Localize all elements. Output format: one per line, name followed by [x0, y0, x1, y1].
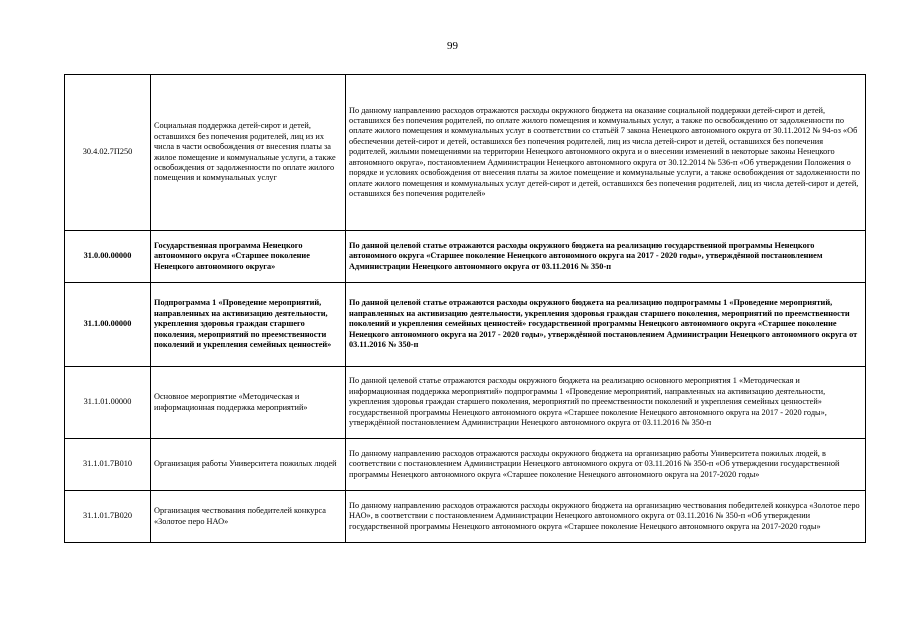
- budget-classification-table: [64, 74, 866, 543]
- code-cell: 31.1.00.00000: [65, 283, 151, 367]
- table-row: [65, 491, 866, 543]
- description-cell: По данной целевой статье отражаются расходы окружного бюджета на реализацию основного мероприятия 1 «Методическая и информационная поддержка мероприятий» подпрограммы 1 «Проведение мероприятий, направленных на активизацию деятельности, укрепления здоровья граждан старшего поколения, мероприятий по преемственности поколений и укрепления семейных ценностей» государственной программы Ненецкого автономного округа «Старшее поколение Ненецкого автономного округа на 2017 - 2020 годы», утверждённой постановлением Администрации Ненецкого автономного округа от 03.11.2016 № 350-п: [346, 367, 866, 439]
- table-row: [65, 367, 866, 439]
- name-cell: Основное мероприятие «Методическая и информационная поддержка мероприятий»: [151, 367, 346, 439]
- description-cell: По данной целевой статье отражаются расходы окружного бюджета на реализацию государственной программы Ненецкого автономного округа «Старшее поколение Ненецкого автономного округа на 2017 - 2020 годы», утверждённой постановлением Администрации Ненецкого автономного округа от 03.11.2016 № 350-п: [346, 231, 866, 283]
- description-cell: По данной целевой статье отражаются расходы окружного бюджета на реализацию подпрограммы 1 «Проведение мероприятий, направленных на активизацию деятельности, укрепления здоровья граждан старшего поколения, мероприятий по преемственности поколений и укрепления семейных ценностей» государственной программы Ненецкого автономного округа «Старшее поколение Ненецкого автономного округа на 2017 - 2020 годы», утверждённой постановлением Администрации Ненецкого автономного округа от 03.11.2016 № 350-п: [346, 283, 866, 367]
- description-cell: По данному направлению расходов отражаются расходы окружного бюджета на организацию работы Университета пожилых людей, в соответствии с постановлением Администрации Ненецкого автономного округа от 03.11.2016 № 350-п «Об утверждении государственной программы Ненецкого автономного округа «Старшее поколение Ненецкого автономного округа на 2017-2020 годы»: [346, 439, 866, 491]
- description-cell: По данному направлению расходов отражаются расходы окружного бюджета на оказание социальной поддержки детей-сирот и детей, оставшихся без попечения родителей, по оплате жилого помещения и коммунальных услуг, а также по освобождению от задолженности по оплате жилого помещения и коммунальных услуг в соответствии со статьёй 7 закона Ненецкого автономного округа от 30.11.2012 № 94-оз «Об обеспечении детей-сирот и детей, оставшихся без попечения родителей, лиц из числа детей-сирот и детей, оставшихся без попечения родителей, жилыми помещениями на территории Ненецкого автономного округа и о внесении изменений в некоторые законы Ненецкого автономного округа», постановлением Администрации Ненецкого автономного округа от 30.12.2014 № 536-п «Об утверждении Положения о порядке и условиях освобождения от внесения платы за жилое помещение и коммунальные услуги, а также освобождения от задолженности по оплате жилого помещения и коммунальных услуг детей-сирот и детей, оставшихся без попечения родителей, лиц из числа детей-сирот и детей, оставшихся без попечения родителей»: [346, 75, 866, 231]
- name-cell: Организация работы Университета пожилых людей: [151, 439, 346, 491]
- name-cell: Подпрограмма 1 «Проведение мероприятий, направленных на активизацию деятельности, укрепления здоровья граждан старшего поколения, мероприятий по преемственности поколений и укрепления семейных ценностей»: [151, 283, 346, 367]
- code-cell: 31.1.01.00000: [65, 367, 151, 439]
- code-cell: 31.0.00.00000: [65, 231, 151, 283]
- code-cell: 30.4.02.7П250: [65, 75, 151, 231]
- table-row: [65, 439, 866, 491]
- name-cell: Организация чествования победителей конкурса «Золотое перо НАО»: [151, 491, 346, 543]
- code-cell: 31.1.01.7В020: [65, 491, 151, 543]
- name-cell: Социальная поддержка детей-сирот и детей, оставшихся без попечения родителей, лиц из их числа в части освобождения от внесения платы за жилое помещение и коммунальные услуги, а также освобождения от задолженности по оплате жилого помещения и коммунальных услуг: [151, 75, 346, 231]
- table-row: [65, 283, 866, 367]
- code-cell: 31.1.01.7В010: [65, 439, 151, 491]
- description-cell: По данному направлению расходов отражаются расходы окружного бюджета на организацию чествования победителей конкурса «Золотое перо НАО», в соответствии с постановлением Администрации Ненецкого автономного округа от 03.11.2016 № 350-п «Об утверждении государственной программы Ненецкого автономного округа «Старшее поколение Ненецкого автономного округа на 2017-2020 годы»: [346, 491, 866, 543]
- table-row: [65, 75, 866, 231]
- table-row: [65, 231, 866, 283]
- name-cell: Государственная программа Ненецкого автономного округа «Старшее поколение Ненецкого автономного округа»: [151, 231, 346, 283]
- table-body: [65, 75, 866, 543]
- page-number: 99: [447, 40, 458, 52]
